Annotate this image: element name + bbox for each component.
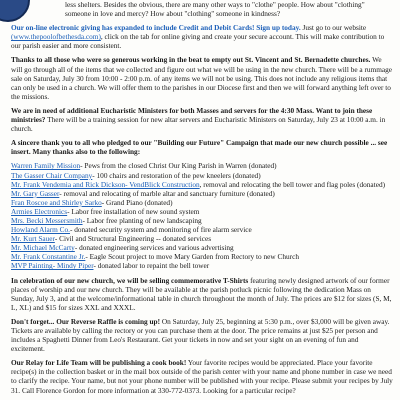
sponsor-name[interactable]: Mr. Michael McCarty bbox=[11, 243, 75, 253]
sponsor-item bbox=[11, 180, 394, 189]
sponsor-name[interactable]: Mr. Frank Constantine Jr. bbox=[11, 252, 86, 262]
ministers-paragraph bbox=[11, 106, 394, 133]
sponsor-desc: - donated security system and monitoring of fire alarm service bbox=[69, 225, 252, 235]
website-link[interactable]: (www.thepoolofbethesda.com) bbox=[11, 32, 101, 42]
online-giving-text-a: Just go to our website bbox=[300, 23, 367, 33]
sponsor-name[interactable]: Warren Family Mission bbox=[11, 161, 81, 171]
sponsor-item bbox=[11, 171, 394, 180]
sponsor-name[interactable]: Armies Electronics bbox=[11, 206, 68, 216]
ministers-headline: We are in need of additional Eucharistic Ministers for both Masses and servers for the 4:30 Mass. Want to join these ministries? bbox=[11, 105, 373, 125]
rummage-sale-paragraph bbox=[11, 55, 394, 100]
sponsor-name[interactable]: Fran Roscoe and Shirley Sarko bbox=[11, 197, 102, 207]
sponsor-item bbox=[11, 198, 394, 207]
sponsor-item bbox=[11, 216, 394, 225]
rummage-sale-headline: Thanks to all those who were so generous working in the beat to empty out St. Vincent and St. Bernadette churches. bbox=[11, 55, 371, 65]
bulletin-page bbox=[11, 0, 394, 395]
tshirt-headline: In celebration of our new church, we will be selling commemorative T-Shirts bbox=[11, 275, 249, 285]
thank-you-heading: A sincere thank you to all who pledged to our "Building our Future" Campaign that made our new church possible ... see insert. Many thanks also to the following: bbox=[11, 138, 388, 157]
sponsor-desc: - removal and relocating of marble altar and sanctuary furniture (donated) bbox=[59, 188, 275, 198]
sponsor-name[interactable]: Mrs. Becki Messersmith bbox=[11, 215, 83, 225]
sponsor-item bbox=[11, 207, 394, 216]
clothing-text-line2: someone in love and mercy? How about "clothing" someone in kindness? bbox=[65, 9, 281, 19]
online-giving-headline: Our on-line electronic giving has expanded to include Credit and Debit Cards! Sign up today. bbox=[11, 23, 301, 33]
tshirt-paragraph bbox=[11, 276, 394, 312]
cookbook-headline: Our Relay for Life Team will be publishing a cook book! bbox=[11, 358, 187, 368]
sponsor-item bbox=[11, 189, 394, 198]
raffle-text: On Saturday, July 25, beginning at 5:30 p.m., over $3,000 will be given away. Tickets are available by calling the rectory or you can purchase them at the door. The price remains at just $25 per person and includes a Spaghetti Dinner from Leo's Restaurant. Get your tickets in now and set your sight on an evening of fun and excitement. bbox=[11, 316, 390, 354]
sponsor-desc: - Civil and Structural Engineering -- donated services bbox=[54, 234, 212, 244]
sponsor-name[interactable]: Mr. Kurt Sauer bbox=[11, 234, 55, 244]
cookbook-text: Your favorite recipes would be appreciated. Place your favorite recipe(s) in the collection basket or in the mail box outside of the parish center with your name and phone number in case we need to clarify the recipe. Your name, but not your phone number will be published with your recipe. Please submit your recipes by July 31. Call Florence Gordon for more information at 330-772-0373. Looking for a particular recipe? bbox=[11, 358, 393, 395]
sponsor-name[interactable]: Mr. Gary Gasser bbox=[11, 188, 60, 198]
sponsor-item bbox=[11, 161, 394, 170]
sponsor-item bbox=[11, 225, 394, 234]
sponsor-name[interactable]: The Gasser Chair Company bbox=[11, 170, 93, 180]
sponsor-desc: - Eagle Scout project to move Mary Garden from Rectory to new Church bbox=[85, 252, 299, 262]
rummage-sale-text: We will go through all of the items that we collected and figure out what we will be using in the new church. There will be a rummage sale on Saturday, July 30 from 10:00 - 2:00 p.m. of any items we will not be using. This does not include any religious items that can only be used in a church. We will offer them to the parishes in our Diocese first and then we will forward anything left over to the missions. bbox=[11, 55, 393, 101]
sponsor-item bbox=[11, 234, 394, 243]
sponsor-name[interactable]: Mr. Frank Vendemia and Rick Dickson- VendBlick Construction bbox=[11, 179, 200, 189]
online-giving-paragraph bbox=[11, 23, 394, 50]
sponsor-item bbox=[11, 243, 394, 252]
raffle-headline: Don't forget... Our Reverse Raffle is coming up! bbox=[11, 316, 161, 326]
online-giving-text-b: , click on the tab for online giving and create your secure account. This will make contribution to our parish easier and more consistent. bbox=[11, 32, 385, 51]
ministers-text: There will be a training session for new altar servers and Eucharistic Ministers on Saturday, July 23 at 10:00 a.m. in church. bbox=[11, 115, 386, 134]
sponsor-desc: , removal and relocating the bell tower and flag poles (donated) bbox=[199, 179, 386, 189]
sponsor-item bbox=[11, 261, 394, 270]
sponsor-desc: - Labor free planting of new landscaping bbox=[82, 215, 202, 225]
raffle-paragraph bbox=[11, 317, 394, 353]
sponsor-desc: - Pews from the closed Christ Our King Parish in Warren (donated) bbox=[80, 161, 277, 171]
sponsor-desc: - donated engineering services and various advertising bbox=[74, 243, 234, 253]
tshirt-text: featuring newly designed artwork of our former places of worship and our new church. They will be available at the parish potluck picnic following the dedication Mass on Sunday, July 3, and at the welcome/informational table in church throughout the month of July. The prices are $12 for sizes (S, M, L, XL) and $15 for sizes XXL and XXXL. bbox=[11, 275, 392, 312]
sponsor-desc: - donated labor to repaint the bell tower bbox=[93, 261, 210, 271]
sponsor-list bbox=[11, 161, 394, 270]
sponsor-desc: - 100 chairs and restoration of the pew kneelers (donated) bbox=[92, 170, 261, 180]
sponsor-desc: - Labor free installation of new sound system bbox=[67, 206, 200, 216]
sponsor-name[interactable]: Howland Alarm Co. bbox=[11, 225, 70, 235]
clothing-text-line1: less shelters. Besides the obvious, there are many other ways to "clothe" people. How about "clothing" bbox=[65, 0, 365, 9]
sponsor-name[interactable]: MVP Painting- Mindy Piper bbox=[11, 261, 94, 271]
sponsor-item bbox=[11, 252, 394, 261]
sponsor-desc: - Grand Piano (donated) bbox=[101, 197, 173, 207]
cookbook-paragraph bbox=[11, 358, 394, 394]
